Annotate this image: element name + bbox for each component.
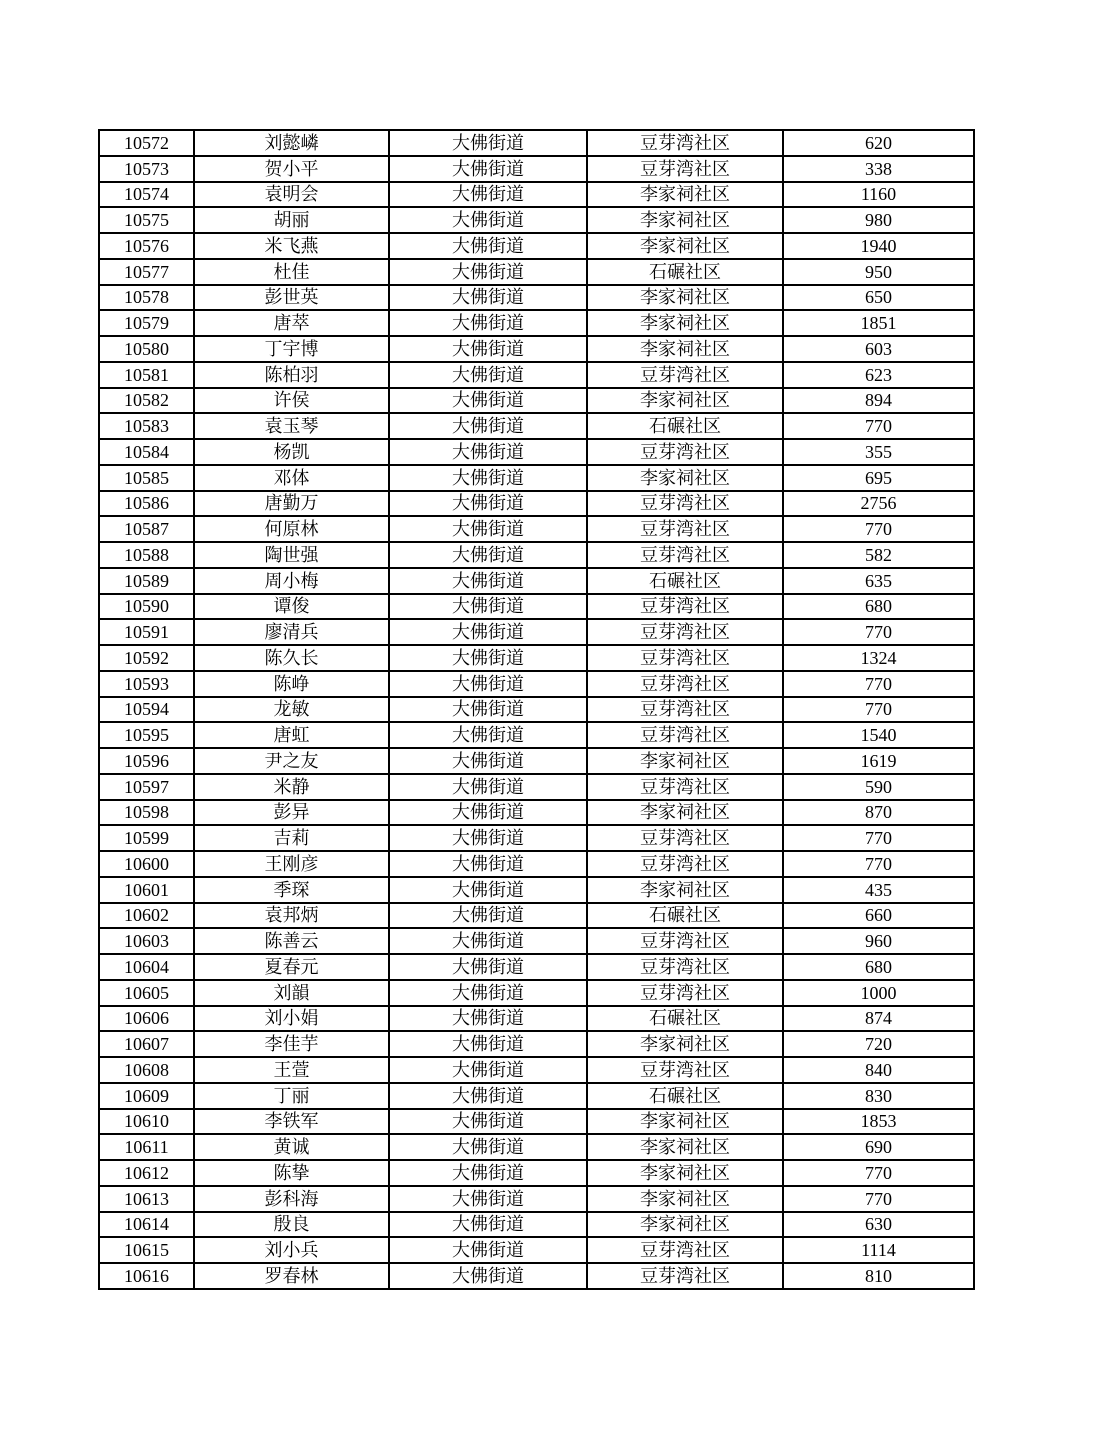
cell-community: 石碾社区	[587, 568, 783, 594]
table-row	[99, 1109, 974, 1135]
cell-id: 10603	[99, 928, 194, 954]
cell-id: 10602	[99, 903, 194, 929]
cell-id: 10611	[99, 1134, 194, 1160]
table-row	[99, 516, 974, 542]
cell-street: 大佛街道	[389, 542, 587, 568]
cell-community: 石碾社区	[587, 903, 783, 929]
table-row	[99, 285, 974, 311]
table-row	[99, 233, 974, 259]
cell-street: 大佛街道	[389, 954, 587, 980]
cell-amount: 1853	[783, 1109, 974, 1135]
table-row	[99, 465, 974, 491]
cell-id: 10593	[99, 671, 194, 697]
cell-amount: 355	[783, 439, 974, 465]
cell-community: 豆芽湾社区	[587, 1237, 783, 1263]
cell-name: 唐勤万	[194, 491, 389, 517]
cell-id: 10590	[99, 594, 194, 620]
table-row	[99, 568, 974, 594]
table-row	[99, 156, 974, 182]
cell-name: 陈善云	[194, 928, 389, 954]
cell-name: 季琛	[194, 877, 389, 903]
cell-amount: 1114	[783, 1237, 974, 1263]
table-row	[99, 362, 974, 388]
cell-id: 10606	[99, 1006, 194, 1032]
cell-name: 黄诚	[194, 1134, 389, 1160]
roster-table-body	[99, 130, 974, 1289]
cell-street: 大佛街道	[389, 413, 587, 439]
cell-community: 豆芽湾社区	[587, 156, 783, 182]
cell-street: 大佛街道	[389, 439, 587, 465]
cell-id: 10594	[99, 697, 194, 723]
table-row	[99, 903, 974, 929]
cell-community: 豆芽湾社区	[587, 542, 783, 568]
cell-community: 李家祠社区	[587, 800, 783, 826]
cell-name: 刘小兵	[194, 1237, 389, 1263]
cell-name: 唐萃	[194, 310, 389, 336]
cell-amount: 810	[783, 1263, 974, 1289]
cell-street: 大佛街道	[389, 748, 587, 774]
cell-street: 大佛街道	[389, 1083, 587, 1109]
cell-community: 豆芽湾社区	[587, 774, 783, 800]
cell-amount: 770	[783, 1160, 974, 1186]
cell-street: 大佛街道	[389, 697, 587, 723]
cell-name: 吉莉	[194, 825, 389, 851]
cell-street: 大佛街道	[389, 619, 587, 645]
cell-id: 10582	[99, 388, 194, 414]
cell-name: 许侯	[194, 388, 389, 414]
cell-id: 10588	[99, 542, 194, 568]
cell-street: 大佛街道	[389, 1057, 587, 1083]
cell-name: 贺小平	[194, 156, 389, 182]
cell-street: 大佛街道	[389, 1186, 587, 1212]
cell-name: 米静	[194, 774, 389, 800]
cell-name: 刘懿嶙	[194, 130, 389, 156]
cell-community: 豆芽湾社区	[587, 645, 783, 671]
cell-street: 大佛街道	[389, 156, 587, 182]
cell-community: 豆芽湾社区	[587, 697, 783, 723]
cell-community: 豆芽湾社区	[587, 851, 783, 877]
cell-id: 10612	[99, 1160, 194, 1186]
cell-name: 彭异	[194, 800, 389, 826]
cell-community: 豆芽湾社区	[587, 1057, 783, 1083]
cell-community: 石碾社区	[587, 1006, 783, 1032]
cell-street: 大佛街道	[389, 233, 587, 259]
cell-community: 豆芽湾社区	[587, 928, 783, 954]
cell-community: 李家祠社区	[587, 1212, 783, 1238]
cell-name: 陶世强	[194, 542, 389, 568]
cell-name: 刘小娟	[194, 1006, 389, 1032]
cell-amount: 680	[783, 954, 974, 980]
cell-street: 大佛街道	[389, 645, 587, 671]
cell-amount: 870	[783, 800, 974, 826]
table-row	[99, 542, 974, 568]
table-row	[99, 388, 974, 414]
cell-community: 豆芽湾社区	[587, 439, 783, 465]
cell-street: 大佛街道	[389, 722, 587, 748]
cell-id: 10601	[99, 877, 194, 903]
cell-community: 李家祠社区	[587, 207, 783, 233]
cell-community: 石碾社区	[587, 1083, 783, 1109]
cell-id: 10585	[99, 465, 194, 491]
cell-amount: 1851	[783, 310, 974, 336]
cell-name: 尹之友	[194, 748, 389, 774]
cell-name: 罗春林	[194, 1263, 389, 1289]
cell-amount: 770	[783, 851, 974, 877]
table-row	[99, 1186, 974, 1212]
cell-street: 大佛街道	[389, 1263, 587, 1289]
cell-community: 李家祠社区	[587, 310, 783, 336]
cell-amount: 950	[783, 259, 974, 285]
cell-community: 豆芽湾社区	[587, 362, 783, 388]
table-row	[99, 1031, 974, 1057]
cell-id: 10596	[99, 748, 194, 774]
cell-id: 10607	[99, 1031, 194, 1057]
cell-street: 大佛街道	[389, 336, 587, 362]
table-row	[99, 130, 974, 156]
cell-id: 10609	[99, 1083, 194, 1109]
table-row	[99, 645, 974, 671]
cell-community: 李家祠社区	[587, 1031, 783, 1057]
cell-street: 大佛街道	[389, 928, 587, 954]
cell-street: 大佛街道	[389, 491, 587, 517]
cell-community: 李家祠社区	[587, 1109, 783, 1135]
cell-amount: 770	[783, 1186, 974, 1212]
table-row	[99, 800, 974, 826]
cell-amount: 623	[783, 362, 974, 388]
cell-id: 10576	[99, 233, 194, 259]
cell-id: 10579	[99, 310, 194, 336]
cell-id: 10589	[99, 568, 194, 594]
cell-amount: 603	[783, 336, 974, 362]
cell-street: 大佛街道	[389, 182, 587, 208]
cell-id: 10597	[99, 774, 194, 800]
cell-amount: 830	[783, 1083, 974, 1109]
cell-amount: 635	[783, 568, 974, 594]
cell-name: 袁邦炳	[194, 903, 389, 929]
cell-amount: 770	[783, 825, 974, 851]
table-row	[99, 1057, 974, 1083]
cell-name: 殷良	[194, 1212, 389, 1238]
cell-amount: 770	[783, 697, 974, 723]
cell-amount: 338	[783, 156, 974, 182]
cell-id: 10614	[99, 1212, 194, 1238]
cell-community: 李家祠社区	[587, 182, 783, 208]
cell-name: 何原林	[194, 516, 389, 542]
cell-street: 大佛街道	[389, 1031, 587, 1057]
cell-name: 杜佳	[194, 259, 389, 285]
cell-community: 李家祠社区	[587, 1186, 783, 1212]
cell-name: 夏春元	[194, 954, 389, 980]
cell-id: 10599	[99, 825, 194, 851]
cell-street: 大佛街道	[389, 825, 587, 851]
cell-street: 大佛街道	[389, 1006, 587, 1032]
cell-amount: 680	[783, 594, 974, 620]
cell-street: 大佛街道	[389, 980, 587, 1006]
table-row	[99, 207, 974, 233]
table-row	[99, 1237, 974, 1263]
table-row	[99, 1160, 974, 1186]
cell-street: 大佛街道	[389, 207, 587, 233]
cell-name: 陈挚	[194, 1160, 389, 1186]
cell-amount: 1940	[783, 233, 974, 259]
cell-id: 10608	[99, 1057, 194, 1083]
table-row	[99, 439, 974, 465]
cell-id: 10610	[99, 1109, 194, 1135]
cell-amount: 1540	[783, 722, 974, 748]
cell-amount: 770	[783, 671, 974, 697]
cell-community: 李家祠社区	[587, 1134, 783, 1160]
cell-name: 周小梅	[194, 568, 389, 594]
cell-id: 10613	[99, 1186, 194, 1212]
table-row	[99, 980, 974, 1006]
cell-street: 大佛街道	[389, 516, 587, 542]
cell-name: 彭世英	[194, 285, 389, 311]
cell-street: 大佛街道	[389, 310, 587, 336]
cell-id: 10604	[99, 954, 194, 980]
cell-amount: 582	[783, 542, 974, 568]
cell-community: 豆芽湾社区	[587, 594, 783, 620]
cell-amount: 650	[783, 285, 974, 311]
cell-id: 10578	[99, 285, 194, 311]
cell-street: 大佛街道	[389, 388, 587, 414]
cell-id: 10584	[99, 439, 194, 465]
cell-community: 李家祠社区	[587, 388, 783, 414]
table-row	[99, 851, 974, 877]
cell-community: 李家祠社区	[587, 748, 783, 774]
cell-community: 豆芽湾社区	[587, 1263, 783, 1289]
cell-name: 米飞燕	[194, 233, 389, 259]
cell-amount: 590	[783, 774, 974, 800]
cell-name: 丁丽	[194, 1083, 389, 1109]
cell-amount: 720	[783, 1031, 974, 1057]
cell-amount: 660	[783, 903, 974, 929]
table-row	[99, 954, 974, 980]
cell-name: 唐虹	[194, 722, 389, 748]
cell-name: 王萱	[194, 1057, 389, 1083]
cell-name: 谭俊	[194, 594, 389, 620]
cell-street: 大佛街道	[389, 465, 587, 491]
cell-id: 10577	[99, 259, 194, 285]
cell-amount: 1619	[783, 748, 974, 774]
table-row	[99, 748, 974, 774]
cell-community: 李家祠社区	[587, 336, 783, 362]
table-row	[99, 1263, 974, 1289]
cell-community: 豆芽湾社区	[587, 491, 783, 517]
cell-name: 李铁军	[194, 1109, 389, 1135]
cell-community: 豆芽湾社区	[587, 722, 783, 748]
table-row	[99, 310, 974, 336]
cell-id: 10580	[99, 336, 194, 362]
cell-amount: 1000	[783, 980, 974, 1006]
cell-id: 10575	[99, 207, 194, 233]
table-row	[99, 697, 974, 723]
cell-name: 陈久长	[194, 645, 389, 671]
cell-amount: 620	[783, 130, 974, 156]
cell-amount: 894	[783, 388, 974, 414]
cell-community: 李家祠社区	[587, 285, 783, 311]
cell-name: 陈峥	[194, 671, 389, 697]
table-row	[99, 671, 974, 697]
cell-name: 龙敏	[194, 697, 389, 723]
cell-id: 10605	[99, 980, 194, 1006]
cell-street: 大佛街道	[389, 130, 587, 156]
table-row	[99, 594, 974, 620]
cell-street: 大佛街道	[389, 1237, 587, 1263]
cell-id: 10615	[99, 1237, 194, 1263]
cell-amount: 690	[783, 1134, 974, 1160]
table-row	[99, 722, 974, 748]
cell-amount: 770	[783, 516, 974, 542]
roster-table	[98, 129, 975, 1290]
cell-amount: 960	[783, 928, 974, 954]
cell-amount: 630	[783, 1212, 974, 1238]
cell-amount: 980	[783, 207, 974, 233]
cell-name: 廖清兵	[194, 619, 389, 645]
cell-name: 杨凯	[194, 439, 389, 465]
table-row	[99, 336, 974, 362]
cell-street: 大佛街道	[389, 1109, 587, 1135]
cell-street: 大佛街道	[389, 877, 587, 903]
cell-id: 10616	[99, 1263, 194, 1289]
cell-id: 10587	[99, 516, 194, 542]
cell-street: 大佛街道	[389, 362, 587, 388]
cell-street: 大佛街道	[389, 774, 587, 800]
cell-name: 王刚彦	[194, 851, 389, 877]
cell-street: 大佛街道	[389, 851, 587, 877]
cell-amount: 770	[783, 619, 974, 645]
cell-community: 李家祠社区	[587, 1160, 783, 1186]
cell-community: 豆芽湾社区	[587, 619, 783, 645]
cell-id: 10592	[99, 645, 194, 671]
cell-community: 豆芽湾社区	[587, 671, 783, 697]
cell-name: 陈柏羽	[194, 362, 389, 388]
cell-id: 10572	[99, 130, 194, 156]
cell-name: 李佳芋	[194, 1031, 389, 1057]
cell-name: 丁宇博	[194, 336, 389, 362]
cell-id: 10586	[99, 491, 194, 517]
cell-amount: 770	[783, 413, 974, 439]
cell-amount: 840	[783, 1057, 974, 1083]
cell-amount: 874	[783, 1006, 974, 1032]
cell-street: 大佛街道	[389, 903, 587, 929]
cell-community: 豆芽湾社区	[587, 954, 783, 980]
cell-street: 大佛街道	[389, 285, 587, 311]
cell-amount: 435	[783, 877, 974, 903]
cell-id: 10583	[99, 413, 194, 439]
cell-name: 袁明会	[194, 182, 389, 208]
table-row	[99, 413, 974, 439]
cell-street: 大佛街道	[389, 568, 587, 594]
table-row	[99, 619, 974, 645]
cell-community: 豆芽湾社区	[587, 980, 783, 1006]
cell-community: 豆芽湾社区	[587, 516, 783, 542]
cell-community: 豆芽湾社区	[587, 130, 783, 156]
cell-community: 石碾社区	[587, 259, 783, 285]
cell-id: 10598	[99, 800, 194, 826]
cell-amount: 2756	[783, 491, 974, 517]
table-row	[99, 928, 974, 954]
table-row	[99, 825, 974, 851]
cell-community: 李家祠社区	[587, 877, 783, 903]
table-row	[99, 877, 974, 903]
cell-community: 李家祠社区	[587, 465, 783, 491]
cell-amount: 1324	[783, 645, 974, 671]
table-row	[99, 774, 974, 800]
cell-id: 10600	[99, 851, 194, 877]
cell-id: 10581	[99, 362, 194, 388]
table-row	[99, 491, 974, 517]
cell-street: 大佛街道	[389, 594, 587, 620]
table-row	[99, 259, 974, 285]
cell-name: 彭科海	[194, 1186, 389, 1212]
table-row	[99, 1212, 974, 1238]
cell-name: 胡丽	[194, 207, 389, 233]
cell-amount: 1160	[783, 182, 974, 208]
cell-street: 大佛街道	[389, 1212, 587, 1238]
cell-street: 大佛街道	[389, 1134, 587, 1160]
table-row	[99, 1134, 974, 1160]
cell-street: 大佛街道	[389, 1160, 587, 1186]
cell-id: 10591	[99, 619, 194, 645]
cell-name: 刘韻	[194, 980, 389, 1006]
cell-name: 袁玉琴	[194, 413, 389, 439]
table-row	[99, 1083, 974, 1109]
cell-community: 李家祠社区	[587, 233, 783, 259]
table-row	[99, 182, 974, 208]
cell-street: 大佛街道	[389, 259, 587, 285]
cell-id: 10595	[99, 722, 194, 748]
cell-community: 豆芽湾社区	[587, 825, 783, 851]
table-row	[99, 1006, 974, 1032]
cell-amount: 695	[783, 465, 974, 491]
cell-community: 石碾社区	[587, 413, 783, 439]
cell-id: 10573	[99, 156, 194, 182]
cell-street: 大佛街道	[389, 800, 587, 826]
cell-name: 邓体	[194, 465, 389, 491]
cell-street: 大佛街道	[389, 671, 587, 697]
cell-id: 10574	[99, 182, 194, 208]
